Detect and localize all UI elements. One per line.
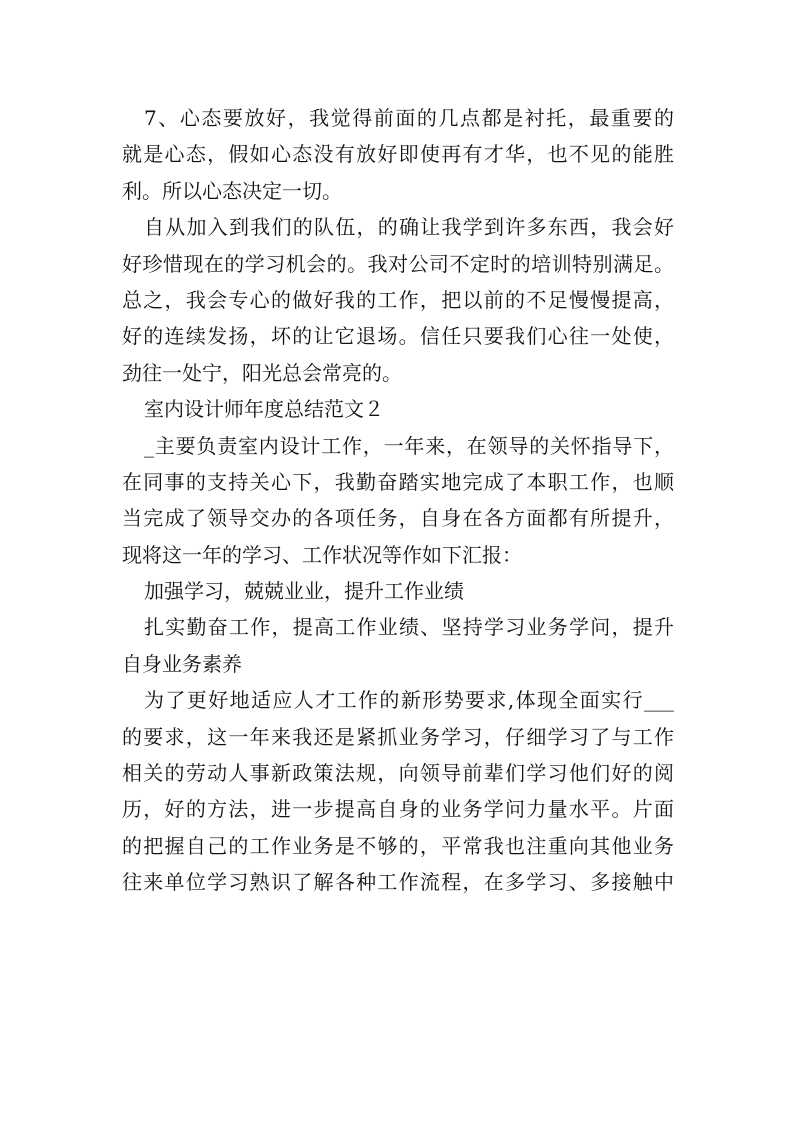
paragraph-line: 自身业务素养	[122, 651, 242, 676]
section-heading: 室内设计师年度总结范文２	[144, 397, 384, 422]
paragraph-line: 在同事的支持关心下，我勤奋踏实地完成了本职工作，也顺	[122, 469, 674, 494]
paragraph-line: _主要负责室内设计工作，一年来，在领导的关怀指导下，	[144, 433, 674, 458]
paragraph-line: 历，好的方法，进一步提高自身的业务学问力量水平。片面	[122, 797, 674, 822]
paragraph-line: 好的连续发扬，坏的让它退场。信任只要我们心往一处使，	[122, 324, 674, 349]
paragraph-line: 自从加入到我们的队伍，的确让我学到许多东西，我会好	[144, 215, 674, 240]
document-body	[122, 100, 674, 901]
paragraph-line: 相关的劳动人事新政策法规，向领导前辈们学习他们好的阅	[122, 761, 674, 786]
paragraph-line: 好珍惜现在的学习机会的。我对公司不定时的培训特别满足。	[122, 251, 674, 276]
paragraph-line: 扎实勤奋工作，提高工作业绩、坚持学习业务学问，提升	[144, 615, 674, 640]
paragraph-line: 总之，我会专心的做好我的工作，把以前的不足慢慢提高，	[122, 287, 674, 312]
subheading: 加强学习，兢兢业业，提升工作业绩	[144, 579, 464, 604]
paragraph-line: 当完成了领导交办的各项任务，自身在各方面都有所提升，	[122, 506, 674, 531]
paragraph-line: 为了更好地适应人才工作的新形势要求,体现全面实行___	[144, 688, 674, 713]
paragraph-line: 7、心态要放好，我觉得前面的几点都是衬托，最重要的	[144, 106, 674, 130]
paragraph-line: 的要求，这一年来我还是紧抓业务学习，仔细学习了与工作	[122, 724, 674, 749]
paragraph-line: 劲往一处宁，阳光总会常亮的。	[122, 360, 402, 385]
paragraph-line: 往来单位学习熟识了解各种工作流程，在多学习、多接触中	[122, 870, 674, 895]
paragraph-line: 利。所以心态决定一切。	[122, 178, 342, 203]
paragraph-line: 的把握自己的工作业务是不够的，平常我也注重向其他业务	[122, 833, 674, 858]
paragraph-line: 现将这一年的学习、工作状况等作如下汇报：	[122, 542, 522, 567]
paragraph-line: 就是心态，假如心态没有放好即使再有才华，也不见的能胜	[122, 142, 674, 167]
